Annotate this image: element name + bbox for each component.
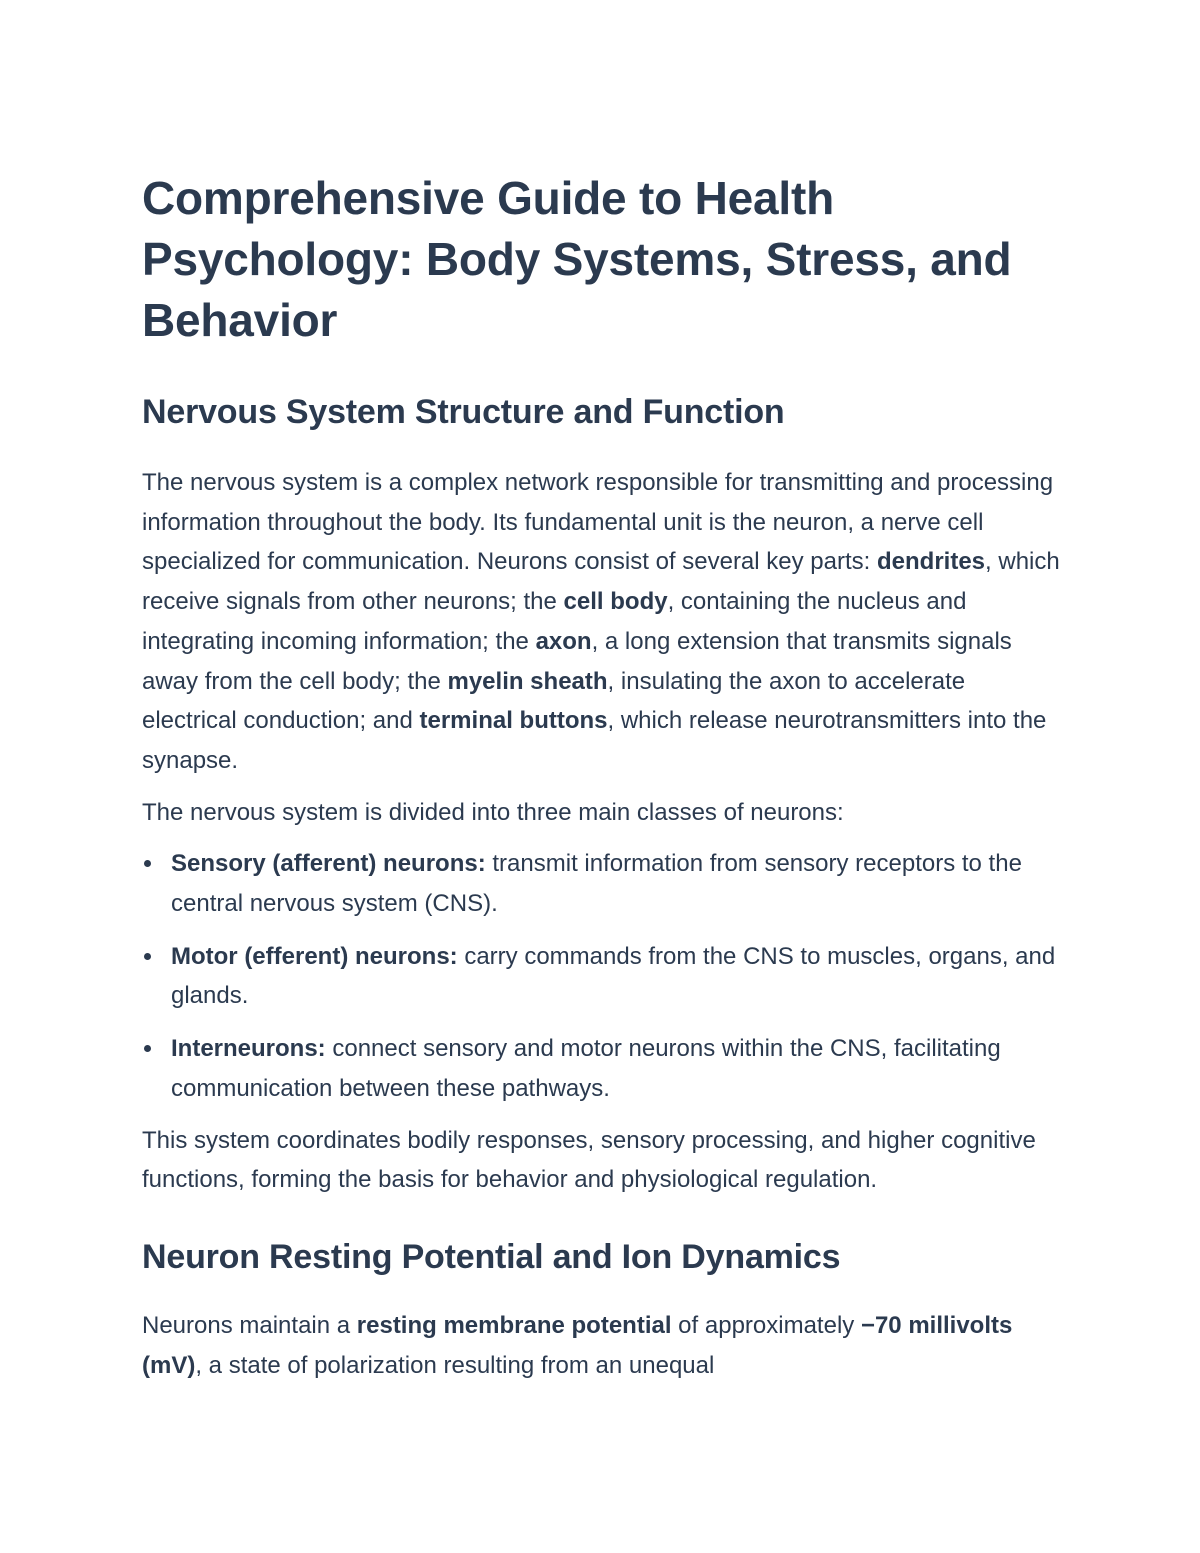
text-run: of approximately bbox=[671, 1311, 861, 1339]
text-run: , a long extension that transmits signals away from the cell body; the bbox=[142, 627, 1012, 695]
bullet-icon bbox=[144, 1045, 151, 1052]
text-run: , containing the nucleus and integrating incoming information; the bbox=[142, 588, 967, 655]
term-myelin-sheath: myelin sheath bbox=[447, 667, 608, 695]
bullet-icon bbox=[144, 860, 151, 867]
document-body bbox=[142, 168, 1062, 1385]
list-item-term: Sensory (afferent) neurons: bbox=[171, 850, 486, 878]
term-resting-membrane-potential: resting membrane potential bbox=[356, 1311, 672, 1339]
text-run: , a state of polarization resulting from an unequal bbox=[195, 1351, 715, 1379]
text-run: , insulating the axon to accelerate electrical conduction; and bbox=[142, 667, 966, 735]
document-title: Comprehensive Guide to Health Psychology: Body Systems, Stress, and Behavior bbox=[142, 172, 1012, 346]
list-item-text: transmit information from sensory receptors to the central nervous system (CNS). bbox=[171, 850, 1022, 918]
list-item-interneurons bbox=[142, 1029, 1062, 1108]
section-heading-resting-potential: Neuron Resting Potential and Ion Dynamics bbox=[142, 1237, 841, 1276]
resting-potential-paragraph bbox=[142, 1306, 1062, 1385]
list-item-sensory-neurons bbox=[142, 844, 1062, 923]
term-terminal-buttons: terminal buttons bbox=[419, 707, 608, 735]
text-run: Neurons maintain a bbox=[142, 1311, 357, 1339]
neuron-classes-list bbox=[142, 844, 1062, 1108]
text-run: , which release neurotransmitters into the synapse. bbox=[142, 707, 1047, 774]
text-run: , which receive signals from other neurons; the bbox=[142, 548, 1060, 616]
list-item-text: carry commands from the CNS to muscles, organs, and glands. bbox=[171, 942, 1056, 1010]
bullet-icon bbox=[144, 953, 151, 960]
term-axon: axon bbox=[535, 627, 592, 655]
neuron-classes-intro: The nervous system is divided into three main classes of neurons: bbox=[142, 798, 844, 826]
text-run: The nervous system is a complex network responsible for transmitting and processing information throughout the body. Its fundamental unit is the neuron, a nerve cell specialized for communication. Neurons consist of several key parts: bbox=[142, 469, 1054, 576]
term-millivolts-value: −70 millivolts (mV) bbox=[142, 1311, 1013, 1379]
list-item-term: Motor (efferent) neurons: bbox=[171, 942, 458, 970]
term-dendrites: dendrites bbox=[877, 548, 986, 576]
list-item-term: Interneurons: bbox=[171, 1035, 326, 1063]
nervous-system-summary-paragraph: This system coordinates bodily responses, sensory processing, and higher cognitive functions, forming the basis for behavior and physiological regulation. bbox=[142, 1126, 1036, 1194]
list-item-motor-neurons bbox=[142, 937, 1062, 1016]
list-item-text: connect sensory and motor neurons within the CNS, facilitating communication between these pathways. bbox=[171, 1035, 1001, 1102]
term-cell-body: cell body bbox=[563, 588, 668, 616]
nervous-system-intro-paragraph bbox=[142, 463, 1062, 781]
section-heading-nervous-system: Nervous System Structure and Function bbox=[142, 393, 785, 431]
